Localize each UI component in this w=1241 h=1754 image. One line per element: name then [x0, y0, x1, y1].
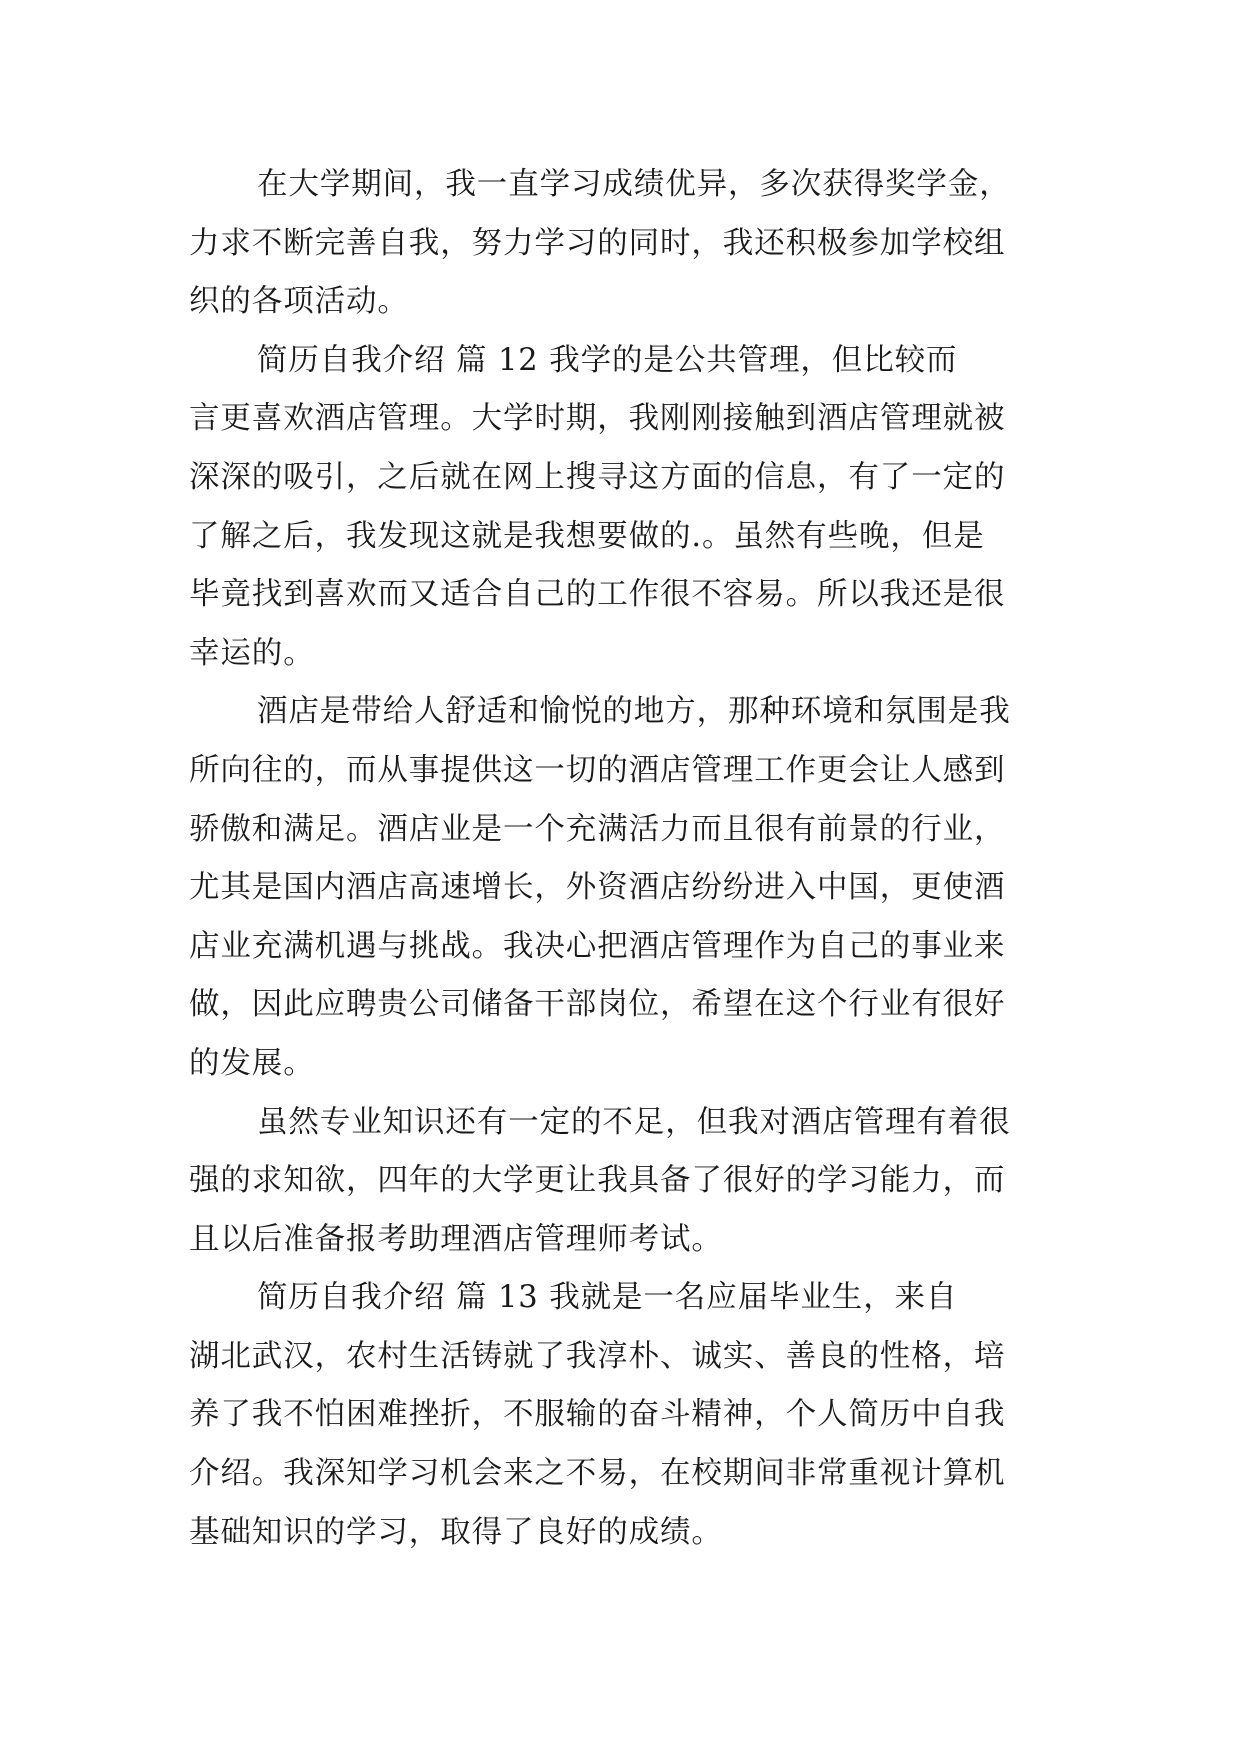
text-line: 织的各项活动。: [189, 284, 409, 320]
section-heading-line: 简历自我介绍 篇 13 我就是一名应届毕业生，来自: [257, 1280, 958, 1316]
document-body: [189, 156, 1059, 1562]
text-line: 毕竟找到喜欢而又适合自己的工作很不容易。所以我还是很: [189, 577, 1006, 613]
text-line: 深深的吸引，之后就在网上搜寻这方面的信息，有了一定的: [189, 459, 1006, 495]
text-line: 尤其是国内酒店高速增长，外资酒店纷纷进入中国，更使酒: [189, 870, 1006, 906]
text-line: 强的求知欲，四年的大学更让我具备了很好的学习能力，而: [189, 1163, 1006, 1199]
text-line: 基础知识的学习，取得了良好的成绩。: [189, 1514, 723, 1550]
text-line: 且以后准备报考助理酒店管理师考试。: [189, 1221, 723, 1257]
text-line: 骄傲和满足。酒店业是一个充满活力而且很有前景的行业，: [189, 811, 1006, 847]
text-line: 的发展。: [189, 1045, 315, 1081]
text-line: 做，因此应聘贵公司储备干部岗位，希望在这个行业有很好: [189, 987, 1006, 1023]
text-line: 言更喜欢酒店管理。大学时期，我刚刚接触到酒店管理就被: [189, 401, 1006, 437]
text-line: 介绍。我深知学习机会来之不易，在校期间非常重视计算机: [189, 1456, 1006, 1492]
text-line: 湖北武汉，农村生活铸就了我淳朴、诚实、善良的性格，培: [189, 1338, 1006, 1374]
text-line: 虽然专业知识还有一定的不足，但我对酒店管理有着很: [257, 1104, 1011, 1140]
text-line: 幸运的。: [189, 635, 315, 671]
text-line: 所向往的，而从事提供这一切的酒店管理工作更会让人感到: [189, 752, 1006, 788]
text-line: 在大学期间，我一直学习成绩优异，多次获得奖学金，: [257, 167, 1011, 202]
text-line: 酒店是带给人舒适和愉悦的地方，那种环境和氛围是我: [257, 694, 1011, 730]
text-line: 力求不断完善自我，努力学习的同时，我还积极参加学校组: [189, 225, 1006, 261]
text-line: 店业充满机遇与挑战。我决心把酒店管理作为自己的事业来: [189, 928, 1006, 964]
text-line: 了解之后，我发现这就是我想要做的.。虽然有些晚，但是: [189, 518, 985, 554]
text-line: 养了我不怕困难挫折，不服输的奋斗精神，个人简历中自我: [189, 1397, 1006, 1433]
section-heading-line: 简历自我介绍 篇 12 我学的是公共管理，但比较而: [257, 342, 958, 378]
